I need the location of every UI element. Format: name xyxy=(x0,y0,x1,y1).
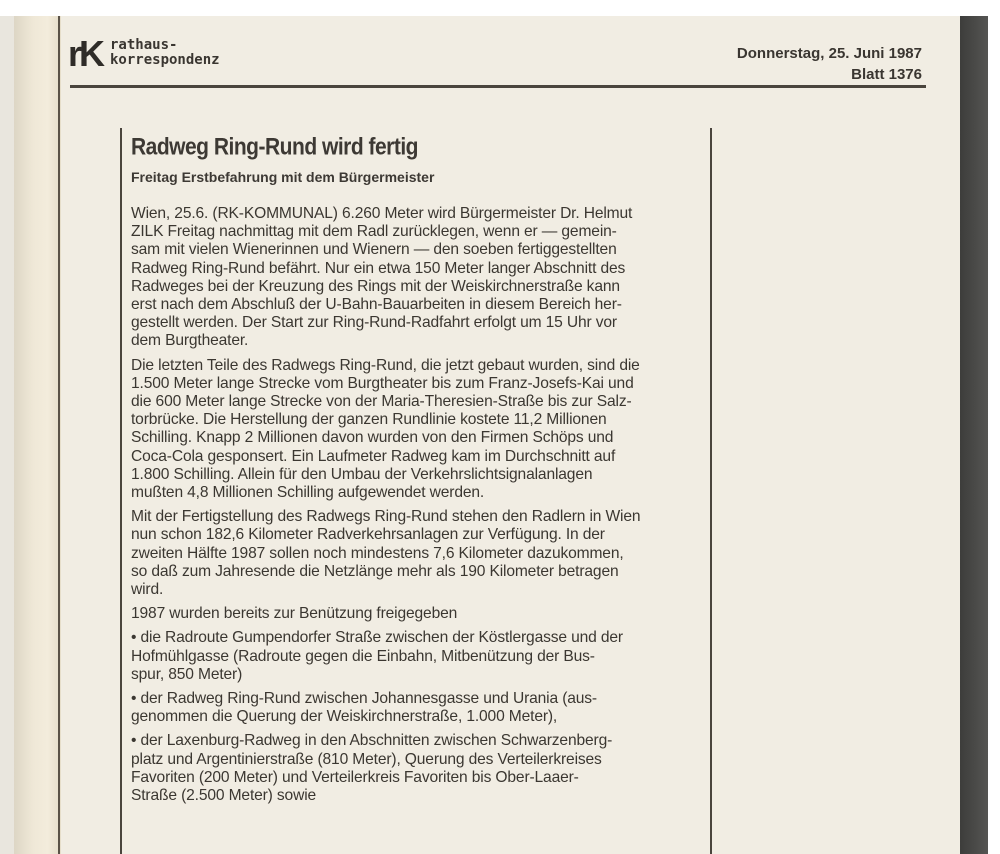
article-paragraph xyxy=(131,205,709,351)
article-right-rule xyxy=(710,128,712,854)
text-line: Hofmühlgasse (Radroute gegen die Einbahn, Mitbenützung der Bus- xyxy=(131,647,595,665)
page-fold-line xyxy=(58,16,60,854)
text-line: sam mit vielen Wienerinnen und Wienern — den soeben fertiggestellten xyxy=(131,241,617,259)
text-line: die 600 Meter lange Strecke von der Maria-Theresien-Straße bis zur Salz- xyxy=(131,393,632,411)
text-line: • die Radroute Gumpendorfer Straße zwischen der Köstlergasse und der xyxy=(131,629,623,647)
text-line: mußten 4,8 Millionen Schilling aufgewendet werden. xyxy=(131,484,485,502)
right-margin xyxy=(988,16,1000,854)
binding-right xyxy=(960,16,988,854)
article-left-rule xyxy=(120,128,122,854)
article-paragraph xyxy=(131,508,709,599)
text-line: Radweges bei der Kreuzung des Rings mit der Weiskirchnerstraße kann xyxy=(131,277,620,295)
text-line: zweiten Hälfte 1987 sollen noch mindestens 7,6 Kilometer dazukommen, xyxy=(131,544,624,562)
text-line: dem Burgtheater. xyxy=(131,332,249,350)
text-line: Schilling. Knapp 2 Millionen davon wurden von den Firmen Schöps und xyxy=(131,429,614,447)
text-line: Coca-Cola gesponsert. Ein Laufmeter Radweg kam im Durchschnitt auf xyxy=(131,447,616,465)
page-fold xyxy=(14,16,62,854)
text-line: platz und Argentinierstraße (810 Meter), Querung des Verteilerkreises xyxy=(131,750,602,768)
article-paragraph xyxy=(131,732,709,805)
text-line: 1.500 Meter lange Strecke vom Burgtheater bis zum Franz-Josefs-Kai und xyxy=(131,374,634,392)
header-rule xyxy=(70,85,926,88)
text-line: Radweg Ring-Rund befährt. Nur ein etwa 150 Meter langer Abschnitt des xyxy=(131,259,626,277)
article-paragraph xyxy=(131,357,709,503)
logo-line-1: rathaus- xyxy=(110,37,178,53)
article-headline: Radweg Ring-Rund wird fertig xyxy=(131,134,418,161)
text-line: ZILK Freitag nachmittag mit dem Radl zurücklegen, wenn er — gemein- xyxy=(131,223,617,241)
binding-left xyxy=(0,16,14,854)
logo-line-2: korrespondenz xyxy=(110,52,220,68)
text-line: genommen die Querung der Weiskirchnerstraße, 1.000 Meter), xyxy=(131,708,558,726)
article-paragraph xyxy=(131,605,709,623)
text-line: Mit der Fertigstellung des Radwegs Ring-Rund stehen den Radlern in Wien xyxy=(131,508,641,526)
text-line: spur, 850 Meter) xyxy=(131,665,243,683)
text-line: • der Laxenburg-Radweg in den Abschnitten zwischen Schwarzenberg- xyxy=(131,732,613,750)
header-sheet-number: Blatt 1376 xyxy=(851,66,922,83)
text-line: nun schon 182,6 Kilometer Radverkehrsanlagen zur Verfügung. In der xyxy=(131,526,605,544)
text-line: Favoriten (200 Meter) und Verteilerkreis Favoriten bis Ober-Laaer- xyxy=(131,768,579,786)
text-line: Die letzten Teile des Radwegs Ring-Rund, die jetzt gebaut wurden, sind die xyxy=(131,356,640,374)
text-line: Straße (2.500 Meter) sowie xyxy=(131,787,317,805)
logo-name xyxy=(110,38,220,68)
text-line: gestellt werden. Der Start zur Ring-Rund-Radfahrt erfolgt um 15 Uhr vor xyxy=(131,314,617,332)
text-line: 1987 wurden bereits zur Benützung freigegeben xyxy=(131,605,458,623)
text-line: 1.800 Schilling. Allein für den Umbau der Verkehrslichtsignalanlagen xyxy=(131,465,593,483)
text-line: wird. xyxy=(131,581,164,599)
article-paragraph xyxy=(131,690,709,726)
text-line: so daß zum Jahresende die Netzlänge mehr als 190 Kilometer betragen xyxy=(131,562,619,580)
article-subheadline: Freitag Erstbefahrung mit dem Bürgermeister xyxy=(131,169,435,185)
article-paragraph xyxy=(131,629,709,684)
header-date: Donnerstag, 25. Juni 1987 xyxy=(736,45,922,62)
text-line: Wien, 25.6. (RK-KOMMUNAL) 6.260 Meter wird Bürgermeister Dr. Helmut xyxy=(131,205,633,222)
logo-mark: rK xyxy=(68,33,103,74)
text-line: torbrücke. Die Herstellung der ganzen Rundlinie kostete 11,2 Millionen xyxy=(131,411,607,429)
article-body xyxy=(131,205,709,811)
text-line: erst nach dem Abschluß der U-Bahn-Bauarbeiten in diesem Bereich her- xyxy=(131,296,622,314)
text-line: • der Radweg Ring-Rund zwischen Johannesgasse und Urania (aus- xyxy=(131,690,597,708)
